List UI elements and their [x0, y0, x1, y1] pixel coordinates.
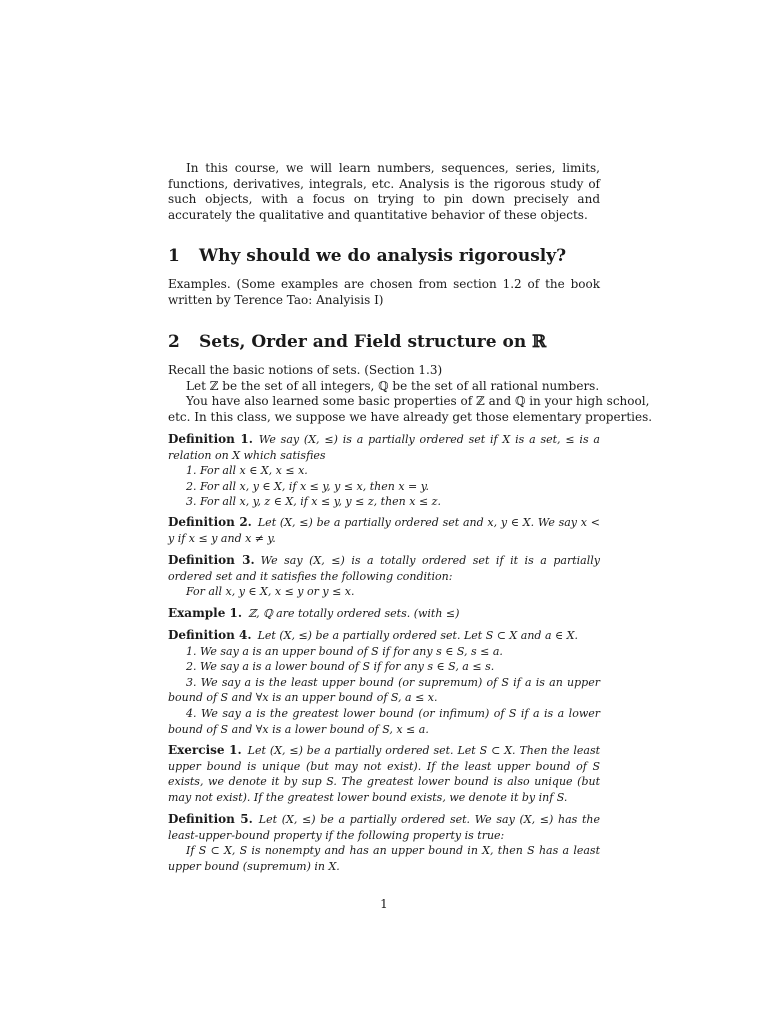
- definition-3: [168, 553, 600, 600]
- example-1-head: Example 1.: [168, 606, 243, 620]
- definition-4-text: Let (X, ≤) be a partially ordered set. Let S ⊂ X and a ∈ X.: [257, 629, 578, 642]
- section-2-line: You have also learned some basic properties of ℤ and ℚ in your high school,: [186, 394, 650, 409]
- exercise-1-text: Let (X, ≤) be a partially ordered set. Let S ⊂ X. Then the least upper bound is unique (but may not exist). If the least upper bound of S exists, we denote it by sup S. The greatest lower bound is also unique (but may not exist). If the greatest lower bound exists, we denote it by inf S.: [168, 744, 601, 804]
- definition-1: [168, 432, 600, 510]
- section-2-heading: [168, 332, 546, 352]
- definition-1-item: 2. For all x, y ∈ X, if x ≤ y, y ≤ x, then x = y.: [186, 479, 429, 493]
- section-2-line: etc. In this class, we suppose we have already get those elementary properties.: [168, 409, 653, 424]
- definition-5: [168, 812, 600, 874]
- definition-4-item: 4. We say a is the greatest lower bound (or infimum) of S if a is a lower bound of S and ∀x is a lower bound of S, x ≤ a.: [168, 706, 600, 736]
- definition-1-item: 1. For all x ∈ X, x ≤ x.: [186, 464, 308, 478]
- page-number: 1: [380, 897, 388, 911]
- definition-2: [168, 515, 600, 546]
- section-2-title: Sets, Order and Field structure on ℝ: [199, 332, 547, 352]
- exercise-1: [168, 743, 600, 805]
- section-1-number: 1: [168, 246, 180, 266]
- exercise-1-head: Exercise 1.: [168, 743, 242, 757]
- definition-5-text: Let (X, ≤) be a partially ordered set. We say (X, ≤) has the least-upper-bound property if the following property is true:: [168, 813, 600, 842]
- section-2-line: Recall the basic notions of sets. (Section 1.3): [168, 363, 443, 377]
- definition-2-text: Let (X, ≤) be a partially ordered set and x, y ∈ X. We say x < y if x ≤ y and x ≠ y.: [168, 516, 600, 545]
- definition-4: [168, 628, 600, 737]
- definition-4-item: 1. We say a is an upper bound of S if for any s ∈ S, s ≤ a.: [186, 644, 503, 658]
- definition-1-head: Definition 1.: [168, 432, 253, 446]
- definition-2-head: Definition 2.: [168, 515, 252, 529]
- definition-3-text: We say (X, ≤) is a totally ordered set if it is a partially ordered set and it satisfies the following condition:: [168, 554, 600, 583]
- definition-3-condition: For all x, y ∈ X, x ≤ y or y ≤ x.: [186, 585, 355, 599]
- definition-5-condition: If S ⊂ X, S is nonempty and has an upper bound in X, then S has a least upper bound (supremum) in X.: [168, 844, 600, 873]
- definition-5-head: Definition 5.: [168, 812, 253, 826]
- example-1-text: ℤ, ℚ are totally ordered sets. (with ≤): [248, 607, 460, 620]
- definition-3-head: Definition 3.: [168, 553, 255, 567]
- definition-4-item: 2. We say a is a lower bound of S if for any s ∈ S, a ≤ s.: [186, 660, 495, 674]
- section-1-text: Examples. (Some examples are chosen from section 1.2 of the book written by Terence Tao: Analyisis I): [168, 277, 600, 307]
- example-1: [168, 606, 600, 622]
- section-1-title: Why should we do analysis rigorously?: [199, 246, 567, 266]
- definition-1-text: We say (X, ≤) is a partially ordered set if X is a set, ≤ is a relation on X which satisfies: [168, 433, 600, 462]
- section-2-intro: [168, 363, 653, 425]
- definition-1-item: 3. For all x, y, z ∈ X, if x ≤ y, y ≤ z, then x ≤ z.: [186, 495, 441, 509]
- section-1-heading: [168, 246, 566, 266]
- definition-4-head: Definition 4.: [168, 628, 252, 642]
- section-2-line: Let ℤ be the set of all integers, ℚ be the set of all rational numbers.: [186, 378, 600, 393]
- definition-4-item: 3. We say a is the least upper bound (or supremum) of S if a is an upper bound of S and ∀x is an upper bound of S, a ≤ x.: [168, 675, 600, 705]
- intro-paragraph: In this course, we will learn numbers, sequences, series, limits, functions, derivatives, integrals, etc. Analysis is the rigorous study of such objects, with a focus on trying to pin down precisely and accurately the qualitative and quantitative behavior of these objects.: [168, 161, 600, 222]
- section-2-number: 2: [168, 332, 180, 352]
